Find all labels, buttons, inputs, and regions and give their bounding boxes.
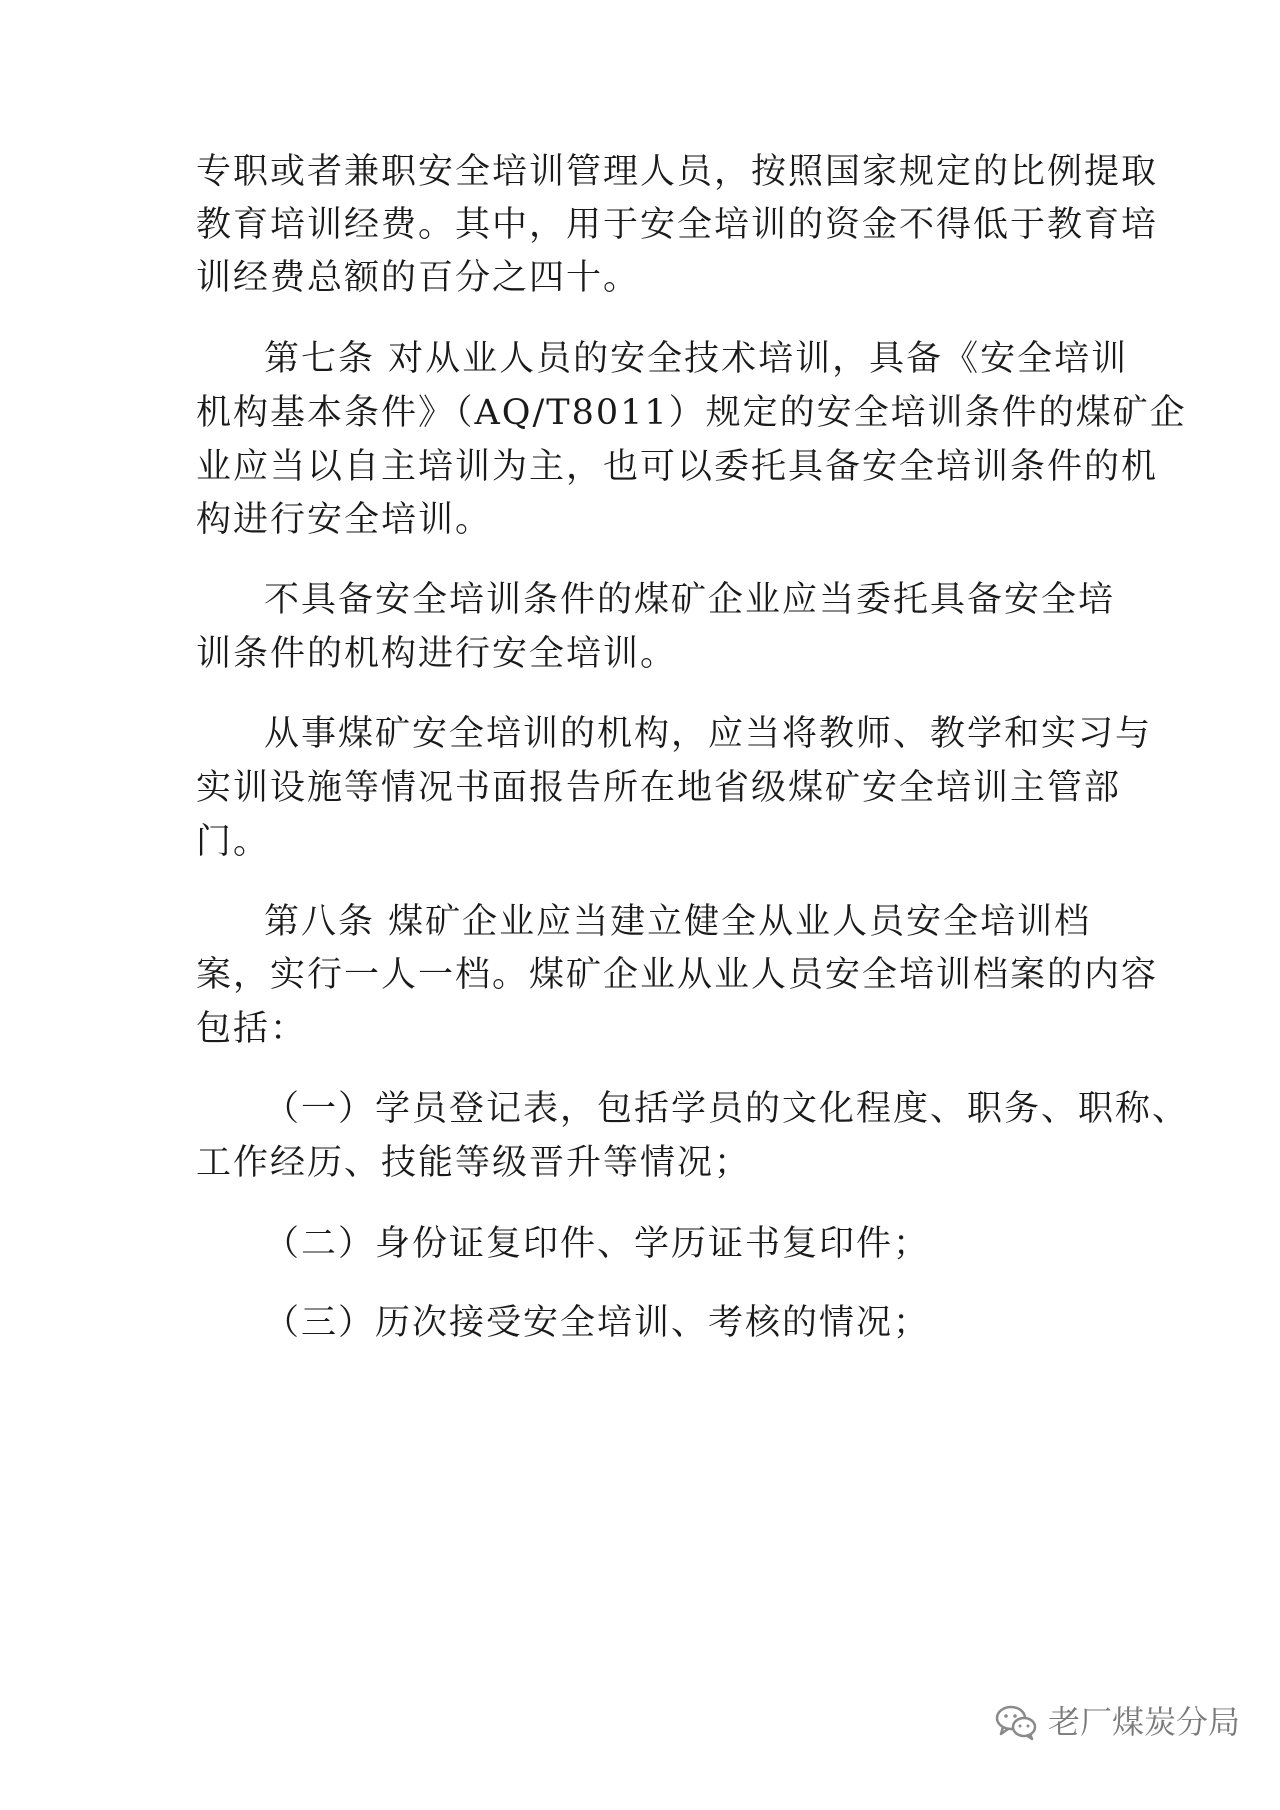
text-line-14: 案，实行一人一档。煤矿企业从业人员安全培训档案的内容 bbox=[196, 955, 1159, 995]
watermark bbox=[994, 1702, 1240, 1742]
text-line-6: 业应当以自主培训为主，也可以委托具备安全培训条件的机 bbox=[196, 447, 1159, 487]
article-8-heading-line: 第八条 煤矿企业应当建立健全从业人员安全培训档 bbox=[264, 902, 1092, 942]
text-line-2: 教育培训经费。其中，用于安全培训的资金不得低于教育培 bbox=[196, 205, 1159, 245]
text-line-11: 实训设施等情况书面报告所在地省级煤矿安全培训主管部 bbox=[196, 768, 1122, 808]
text-line-8: 不具备安全培训条件的煤矿企业应当委托具备安全培 bbox=[264, 580, 1116, 620]
article-7-heading-line: 第七条 对从业人员的安全技术培训，具备《安全培训 bbox=[264, 339, 1129, 379]
text-line-9: 训条件的机构进行安全培训。 bbox=[196, 634, 678, 674]
text-line-12: 门。 bbox=[196, 822, 271, 862]
list-item-2: （二）身份证复印件、学历证书复印件； bbox=[264, 1224, 931, 1264]
list-item-3: （三）历次接受安全培训、考核的情况； bbox=[264, 1303, 931, 1343]
wechat-icon bbox=[994, 1702, 1038, 1742]
list-item-1-line-1: （一）学员登记表，包括学员的文化程度、职务、职称、 bbox=[264, 1089, 1190, 1129]
text-line-7: 构进行安全培训。 bbox=[196, 500, 493, 540]
watermark-text: 老厂煤炭分局 bbox=[1047, 1703, 1240, 1741]
text-line-10: 从事煤矿安全培训的机构，应当将教师、教学和实习与 bbox=[264, 714, 1153, 754]
text-line-3: 训经费总额的百分之四十。 bbox=[196, 258, 641, 298]
text-line-5: 机构基本条件》（AQ/T8011）规定的安全培训条件的煤矿企 bbox=[196, 393, 1187, 433]
text-line-1: 专职或者兼职安全培训管理人员，按照国家规定的比例提取 bbox=[196, 152, 1159, 192]
list-item-1-line-2: 工作经历、技能等级晋升等情况； bbox=[196, 1143, 752, 1183]
text-line-15: 包括： bbox=[196, 1009, 308, 1049]
